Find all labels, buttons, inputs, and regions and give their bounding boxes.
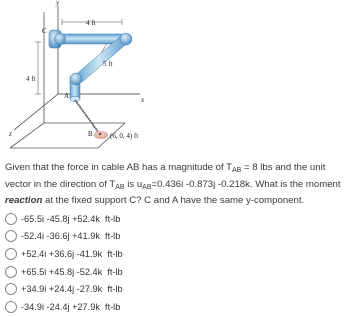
axis-label-z: z xyxy=(9,130,12,138)
answer-option[interactable] xyxy=(5,245,345,263)
answer-option[interactable] xyxy=(5,210,345,228)
cable-ab xyxy=(75,100,99,133)
answer-option[interactable] xyxy=(5,298,345,316)
answer-option[interactable] xyxy=(5,280,345,298)
radio-button[interactable] xyxy=(5,283,17,295)
radio-button[interactable] xyxy=(5,248,17,260)
point-label-a: A xyxy=(64,92,70,100)
coordinate-label-b: (6, 0, 4) ft xyxy=(110,132,139,140)
answer-option[interactable] xyxy=(5,263,345,281)
answer-option-label: -65.5i -45.8j +52.4k ft-lb xyxy=(21,213,121,224)
radio-button[interactable] xyxy=(5,230,17,242)
answer-option-label: +34.9i +24.4j -27.9k ft-lb xyxy=(21,284,123,295)
point-label-b: B xyxy=(88,130,93,138)
point-label-c: C xyxy=(42,27,47,35)
coordinate-axes xyxy=(14,6,140,130)
answer-options xyxy=(5,210,345,316)
radio-button[interactable] xyxy=(5,301,17,313)
radio-button[interactable] xyxy=(5,213,17,225)
answer-option[interactable] xyxy=(5,228,345,246)
answer-option-label: -52.4i -36.6j +41.9k ft-lb xyxy=(21,231,121,242)
answer-option-label: +65.5i +45.8j -52.4k ft-lb xyxy=(21,266,123,277)
dimension-label-mid: 5 ft xyxy=(103,60,113,68)
axis-label-x: x xyxy=(141,96,145,104)
question-text: Given that the force in cable AB has a magnitude of $T_{AB} = 8$ lbs and the unit vector in the direction of $T_{AB}$ is $u_{AB}=0.436i$ -0.873j -0.218k. What is the moment reaction at the fixed support C? C and A have the same y-component. xyxy=(5,162,341,206)
answer-option-label: +52.4i +36.6j -41.9k ft-lb xyxy=(21,248,123,259)
radio-button[interactable] xyxy=(5,266,17,278)
anchor-point-b xyxy=(94,131,108,139)
pipe xyxy=(49,30,132,102)
dimension-label-left: 4 ft xyxy=(26,75,36,83)
axis-label-y: y xyxy=(56,0,60,7)
dimension-label-top: 4 ft xyxy=(86,19,96,27)
answer-option-label: -34.9i -24.4j +27.9k ft-lb xyxy=(21,301,121,312)
